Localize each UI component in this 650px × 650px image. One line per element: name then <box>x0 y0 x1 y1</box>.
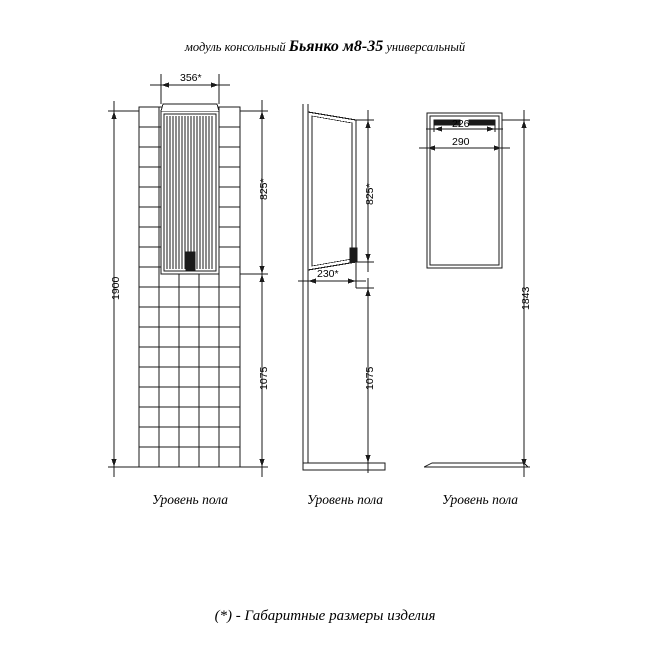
footnote: (*) - Габаритные размеры изделия <box>214 608 436 624</box>
front-floor-label: Уровень пола <box>151 492 229 507</box>
front-dim-825-label: 825* <box>258 178 270 200</box>
back-floor-label: Уровень пола <box>441 492 519 507</box>
side-dim-230-label: 230* <box>317 268 339 280</box>
back-dim-226-label: 226 <box>452 118 470 130</box>
title-prefix: модуль консольный <box>184 40 289 54</box>
front-cabinet <box>161 104 219 274</box>
title-model: Бьянко м8-35 <box>288 38 384 55</box>
back-dim-290-label: 290 <box>452 136 470 148</box>
title-suffix: универсальный <box>383 40 466 54</box>
front-dim-356-label: 356* <box>180 72 202 84</box>
side-floor-label: Уровень пола <box>306 492 384 507</box>
side-dim-1075-label: 1075 <box>364 366 376 390</box>
back-view-geometry <box>424 113 528 467</box>
side-view-geometry <box>303 104 385 470</box>
front-dim-1900-label: 1900 <box>110 276 122 300</box>
back-dim-1843-label: 1843 <box>520 286 532 310</box>
side-dim-825-label: 825* <box>364 183 376 205</box>
front-dim-1075-label: 1075 <box>258 366 270 390</box>
